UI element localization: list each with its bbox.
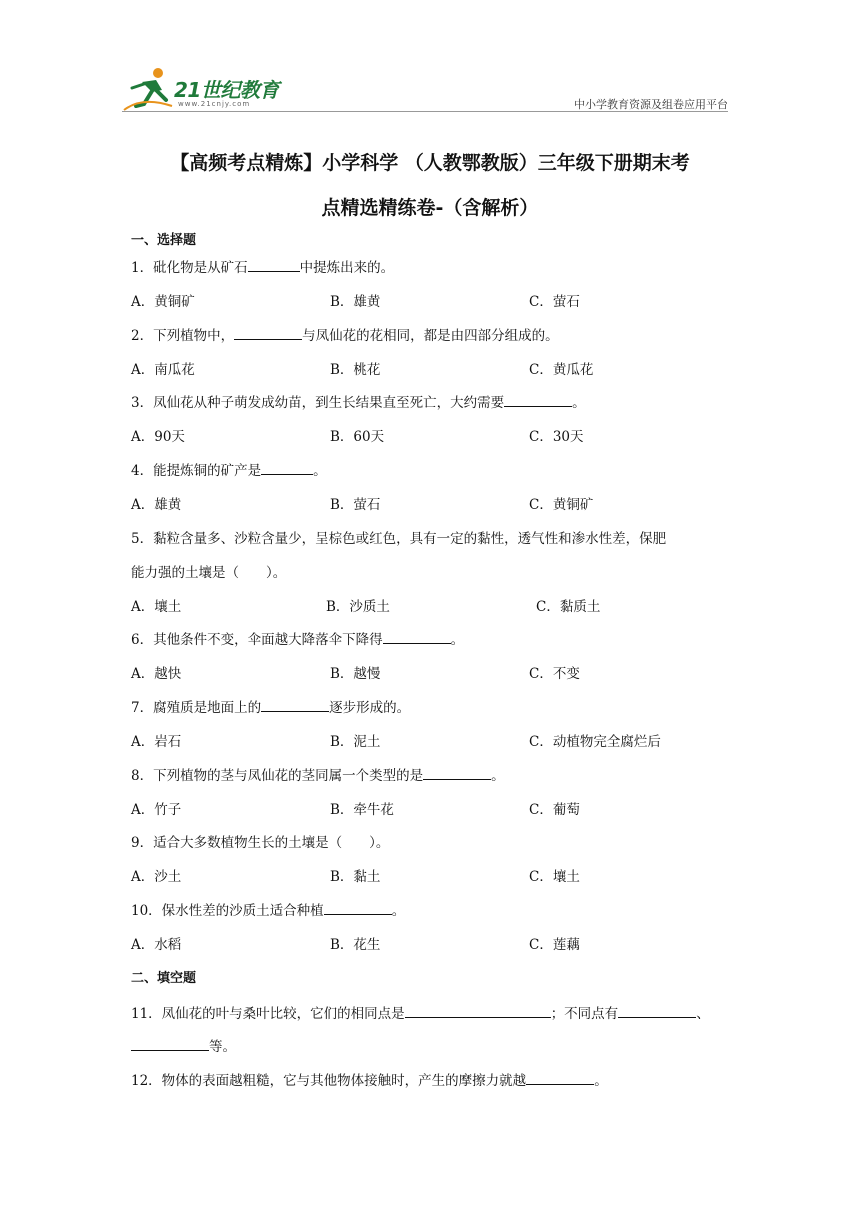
option-4c[interactable]: C．黄铜矿 <box>529 497 594 513</box>
option-10a[interactable]: A．水稻 <box>131 937 182 953</box>
answer-blank[interactable] <box>526 1070 594 1085</box>
option-10c[interactable]: C．莲藕 <box>529 937 580 953</box>
option-4b[interactable]: B．萤石 <box>330 497 381 513</box>
option-7b[interactable]: B．泥土 <box>330 734 381 750</box>
option-3b[interactable]: B．60天 <box>330 429 385 445</box>
answer-blank[interactable] <box>234 325 302 340</box>
option-5a[interactable]: A．壤土 <box>131 599 182 615</box>
question-9: 9．适合大多数植物生长的土壤是（ ）。 <box>131 835 390 851</box>
option-6b[interactable]: B．越慢 <box>330 666 381 682</box>
answer-blank[interactable] <box>423 765 491 780</box>
option-9b[interactable]: B．黏土 <box>330 869 381 885</box>
answer-blank[interactable] <box>405 1003 551 1018</box>
option-10b[interactable]: B．花生 <box>330 937 381 953</box>
answer-blank[interactable] <box>261 460 313 475</box>
option-2c[interactable]: C．黄瓜花 <box>529 362 594 378</box>
answer-blank[interactable] <box>383 629 451 644</box>
header-divider <box>122 111 728 112</box>
question-5-line1: 5．黏粒含量多、沙粒含量少，呈棕色或红色，具有一定的黏性，透气性和渗水性差，保肥 <box>131 531 667 547</box>
question-11-line2: 等。 <box>131 1035 236 1055</box>
option-4a[interactable]: A．雄黄 <box>131 497 182 513</box>
option-1b[interactable]: B．雄黄 <box>330 294 381 310</box>
option-5b[interactable]: B．沙质土 <box>326 599 390 615</box>
section-choice-heading: 一、选择题 <box>131 233 197 248</box>
option-8a[interactable]: A．竹子 <box>131 802 182 818</box>
option-3a[interactable]: A．90天 <box>131 429 185 445</box>
option-2b[interactable]: B．桃花 <box>330 362 381 378</box>
question-5-line2: 能力强的土壤是（ ）。 <box>131 565 287 581</box>
answer-blank[interactable] <box>261 697 329 712</box>
question-3: 3．凤仙花从种子萌发成幼苗，到生长结果直至死亡，大约需要 。 <box>131 391 586 411</box>
option-6c[interactable]: C．不变 <box>529 666 580 682</box>
option-1c[interactable]: C．萤石 <box>529 294 580 310</box>
question-1: 1．砒化物是从矿石 中提炼出来的。 <box>131 256 394 276</box>
page-header <box>122 66 728 116</box>
option-9a[interactable]: A．沙土 <box>131 869 182 885</box>
question-7: 7．腐殖质是地面上的 逐步形成的。 <box>131 696 410 716</box>
question-11-line1: 11．凤仙花的叶与桑叶比较，它们的相同点是 ；不同点有 、 <box>131 1002 710 1022</box>
question-8: 8．下列植物的茎与凤仙花的茎同属一个类型的是 。 <box>131 764 505 784</box>
option-9c[interactable]: C．壤土 <box>529 869 580 885</box>
answer-blank[interactable] <box>131 1036 209 1051</box>
option-7c[interactable]: C．动植物完全腐烂后 <box>529 734 661 750</box>
page-title-line1: 【高频考点精炼】小学科学 （人教鄂教版）三年级下册期末考 <box>170 152 690 174</box>
page-title-line2: 点精选精练卷-（含解析） <box>321 197 539 219</box>
option-6a[interactable]: A．越快 <box>131 666 182 682</box>
answer-blank[interactable] <box>248 257 300 272</box>
question-12: 12．物体的表面越粗糙，它与其他物体接触时，产生的摩擦力就越 。 <box>131 1069 608 1089</box>
logo <box>122 66 297 112</box>
answer-blank[interactable] <box>504 392 572 407</box>
question-2: 2．下列植物中， 与凤仙花的花相同，都是由四部分组成的。 <box>131 324 559 344</box>
option-3c[interactable]: C．30天 <box>529 429 584 445</box>
question-10: 10．保水性差的沙质土适合种植 。 <box>131 899 405 919</box>
option-8b[interactable]: B．牵牛花 <box>330 802 394 818</box>
question-4: 4．能提炼铜的矿产是 。 <box>131 459 327 479</box>
logo-url: www.21cnjy.com <box>178 100 251 108</box>
answer-blank[interactable] <box>324 900 392 915</box>
platform-label: 中小学教育资源及组卷应用平台 <box>574 98 728 111</box>
option-1a[interactable]: A．黄铜矿 <box>131 294 195 310</box>
question-6: 6．其他条件不变，伞面越大降落伞下降得 。 <box>131 628 464 648</box>
runner-icon <box>122 66 174 112</box>
answer-blank[interactable] <box>618 1003 696 1018</box>
logo-text: 21世纪教育 <box>174 78 279 102</box>
option-5c[interactable]: C．黏质土 <box>536 599 601 615</box>
option-7a[interactable]: A．岩石 <box>131 734 182 750</box>
section-fill-heading: 二、填空题 <box>131 971 197 986</box>
option-8c[interactable]: C．葡萄 <box>529 802 580 818</box>
option-2a[interactable]: A．南瓜花 <box>131 362 195 378</box>
